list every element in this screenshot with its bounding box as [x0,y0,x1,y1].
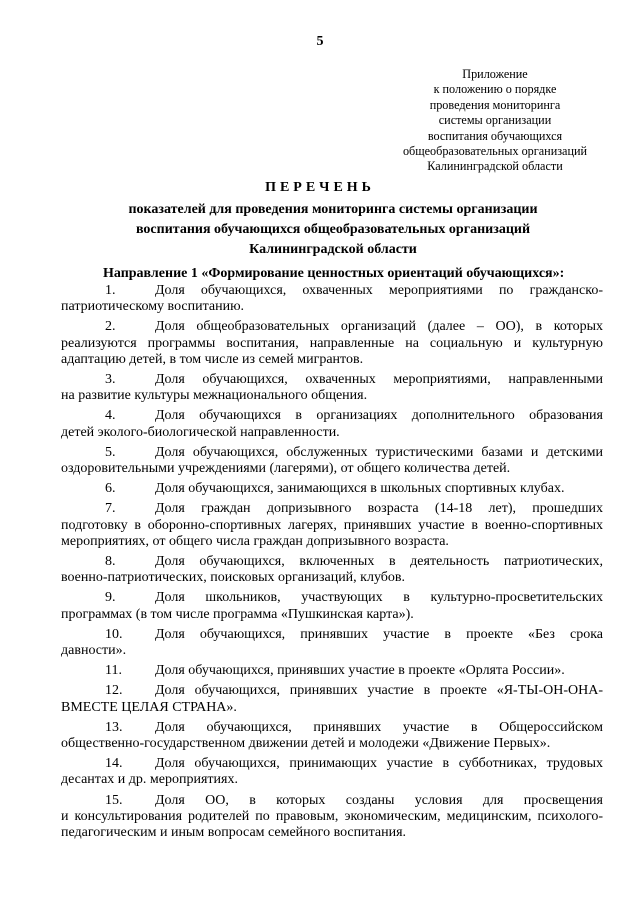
indicator-item [61,319,603,368]
indicator-first-line [61,663,603,679]
indicator-first-line [61,590,603,606]
indicator-text: Доля обучающихся в организациях дополнительного образования [155,408,603,424]
indicator-continuation: давности». [61,643,127,659]
subtitle-line: показателей для проведения мониторинга системы организации [128,202,538,217]
indicator-first-line [61,683,603,699]
indicator-continuation: десантах и др. мероприятиях. [61,772,238,788]
indicator-first-line [61,554,603,570]
indicator-first-line [61,481,603,497]
indicator-number: 3. [105,372,116,388]
indicator-item [61,554,603,586]
indicator-continuation: военно-патриотических, поисковых организаций, клубов. [61,570,406,586]
indicator-number: 14. [105,756,123,772]
indicator-list [61,283,603,845]
indicator-number: 13. [105,719,123,735]
indicator-number: 10. [105,626,123,642]
indicator-item [61,445,603,477]
indicator-number: 4. [105,408,116,424]
indicator-item [61,756,603,788]
indicator-continuation: патриотическому воспитанию. [61,299,245,315]
indicator-item [61,793,603,842]
indicator-continuation: подготовку в оборонно-спортивных лагерях, принявших участие в военно-спортивных мероприятиях, от общего числа граждан допризывного возраста. [61,517,603,549]
appendix-line: Приложение [462,67,528,81]
indicator-text: Доля обучающихся, принявших участие в проекте «Я-ТЫ-ОН-ОНА- [155,683,603,699]
indicator-first-line [61,627,603,643]
appendix-line: Калининградской области [427,159,563,174]
indicator-number: 15. [105,792,123,808]
indicator-text: Доля обучающихся, охваченных мероприятиями, направленными [155,372,603,388]
indicator-text: Доля обучающихся, занимающихся в школьных спортивных клубах. [155,481,565,497]
indicator-continuation: на развитие культуры межнационального общения. [61,388,368,404]
indicator-text: Доля школьников, участвующих в культурно-просветительских [155,590,603,606]
indicator-number: 5. [105,444,116,460]
indicator-text: Доля обучающихся, принимающих участие в субботниках, трудовых [155,756,603,772]
appendix-line: системы организации [438,113,552,128]
indicator-item [61,627,603,659]
page-number: 5 [316,34,324,49]
indicator-number: 12. [105,683,123,699]
indicator-item [61,590,603,622]
indicator-text: Доля обучающихся, включенных в деятельность патриотических, [155,554,603,570]
indicator-text: Доля обучающихся, обслуженных туристическими базами и детскими [155,444,603,460]
subtitle-line: Калининградской области [249,242,417,257]
indicator-item [61,408,603,440]
document-title: ПЕРЕЧЕНЬ [265,180,375,195]
indicator-text: Доля общеобразовательных организаций (далее – ОО), в которых [155,319,603,335]
indicator-item [61,372,603,404]
appendix-line: общеобразовательных организаций [402,144,588,159]
indicator-text: Доля обучающихся, принявших участие в Общероссийском [155,719,603,735]
appendix-line: к положению о порядке [433,82,557,97]
indicator-continuation: оздоровительными учреждениями (лагерями), от общего количества детей. [61,461,511,477]
indicator-number: 2. [105,319,116,335]
indicator-first-line [61,445,603,461]
indicator-item [61,481,603,497]
appendix-note [388,67,602,175]
indicator-item [61,283,603,315]
indicator-first-line [61,793,603,809]
indicator-first-line [61,283,603,299]
indicator-item [61,663,603,679]
subtitle-line: воспитания обучающихся общеобразовательных организаций [135,222,531,237]
indicator-item [61,683,603,715]
indicator-first-line [61,501,603,517]
indicator-first-line [61,756,603,772]
indicator-text: Доля граждан допризывного возраста (14-18 лет), прошедших [155,501,603,517]
indicator-number: 9. [105,590,116,606]
indicator-number: 11. [105,663,122,679]
indicator-continuation: и консультирования родителей по правовым, экономическим, медицинским, психолого-педагогическим и иным вопросам семейного воспитания. [61,808,603,841]
indicator-continuation: ВМЕСТЕ ЦЕЛАЯ СТРАНА». [61,699,237,715]
indicator-text: Доля обучающихся, принявших участие в проекте «Орлята России». [155,663,565,679]
indicator-text: Доля обучающихся, охваченных мероприятиями по гражданско- [155,283,603,298]
indicator-number: 7. [105,501,116,517]
indicator-text: Доля обучающихся, принявших участие в проекте «Без срока [155,626,603,642]
indicator-item [61,720,603,752]
appendix-line: воспитания обучающихся [427,128,563,143]
indicator-continuation: общественно-государственном движении детей и молодежи «Движение Первых». [61,736,551,752]
indicator-continuation: реализуются программы воспитания, направленные на социальную и культурную адаптацию детей, в том числе из семей мигрантов. [61,335,603,367]
indicator-first-line [61,408,603,424]
indicator-first-line [61,319,603,335]
indicator-number: 1. [105,283,116,298]
indicator-continuation: детей эколого-биологической направленности. [61,424,340,440]
appendix-line: проведения мониторинга [429,97,561,112]
indicator-continuation: программах (в том числе программа «Пушкинская карта»). [61,606,414,622]
direction-heading: Направление 1 «Формирование ценностных ориентаций обучающихся»: [103,266,565,281]
indicator-text: Доля ОО, в которых созданы условия для просвещения [155,792,603,808]
indicator-item [61,501,603,550]
indicator-number: 8. [105,554,116,570]
indicator-number: 6. [105,481,116,497]
indicator-first-line [61,372,603,388]
indicator-first-line [61,720,603,736]
document-subtitle [100,200,566,260]
